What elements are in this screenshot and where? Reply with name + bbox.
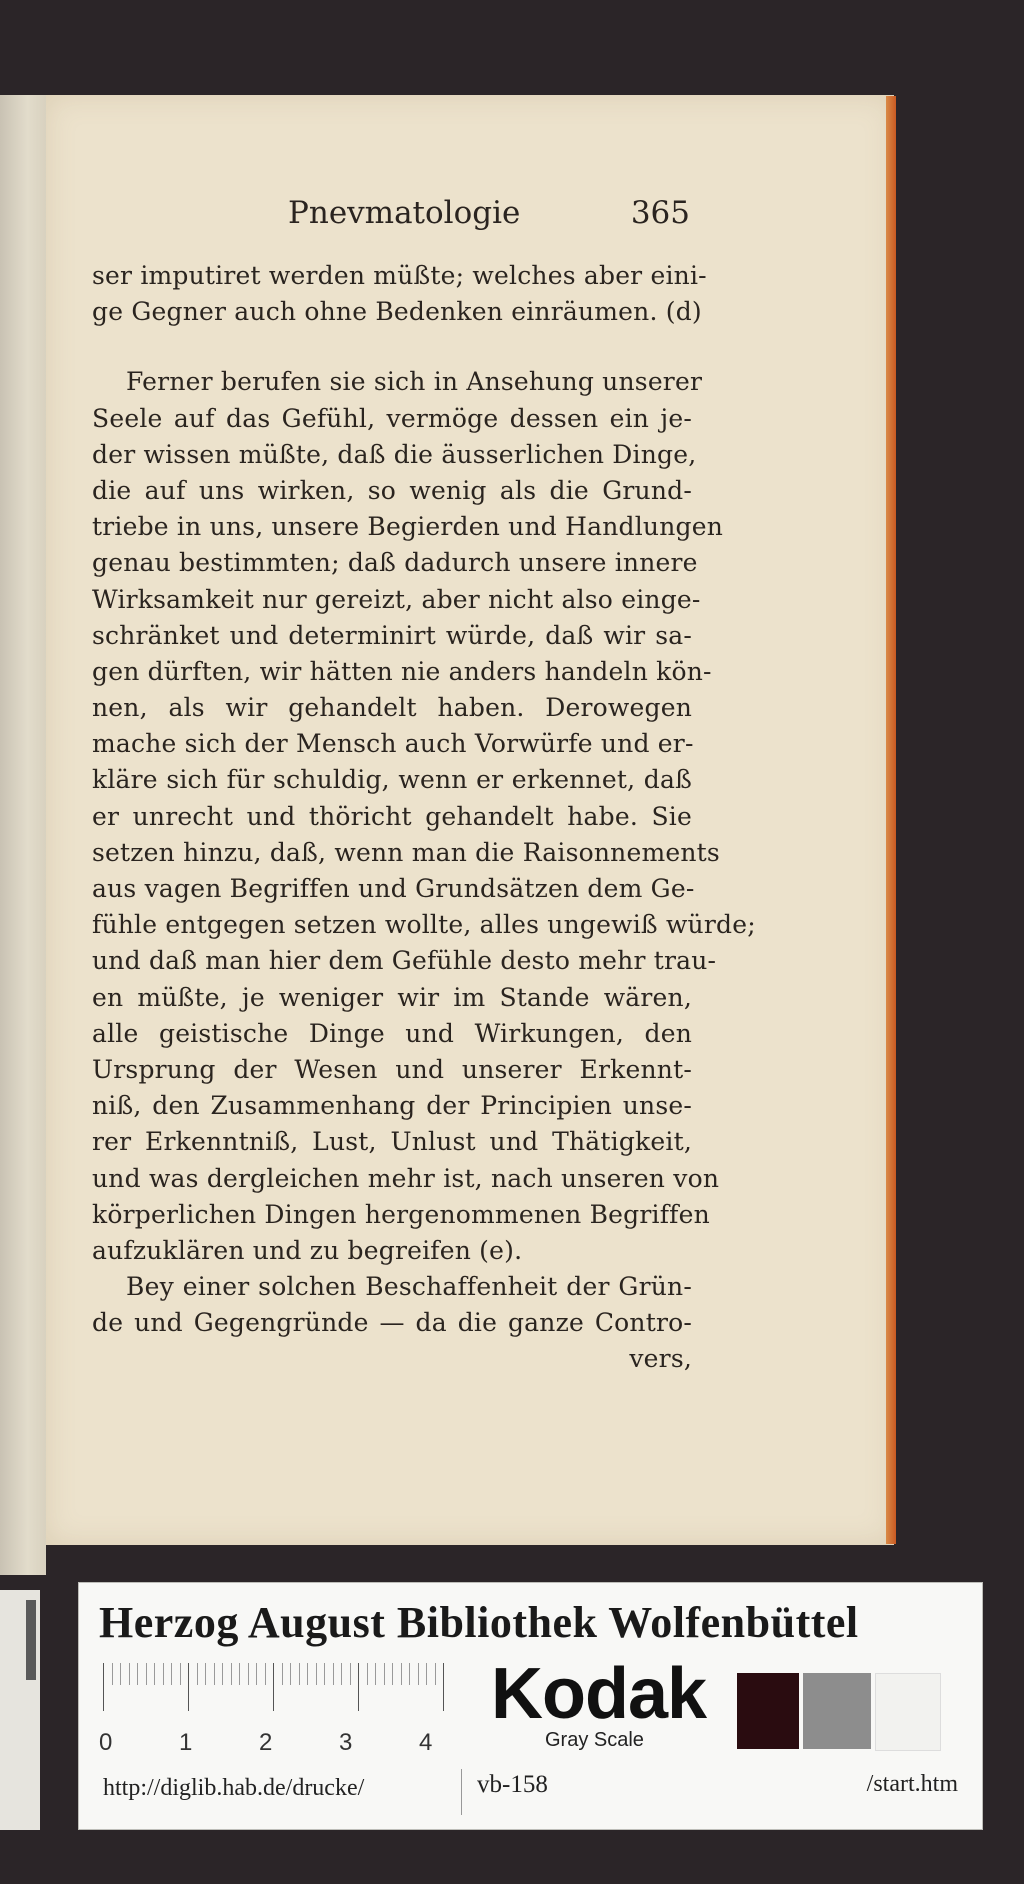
ruler-tick (120, 1663, 121, 1685)
facing-page-edge (0, 95, 46, 1575)
text-line: Ursprung der Wesen und unserer Erkennt- (92, 1054, 692, 1084)
text-line: schränket und determinirt würde, daß wir sa- (92, 620, 692, 650)
ruler-tick (341, 1663, 342, 1685)
ruler-tick (307, 1663, 308, 1685)
gray-scale-label: Gray Scale (545, 1729, 644, 1751)
text-line: aufzuklären und zu begreifen (e). (92, 1235, 523, 1265)
page-fore-edge (886, 96, 896, 1544)
text-line: Seele auf das Gefühl, vermöge dessen ein je- (92, 403, 692, 433)
catchword: vers, (629, 1344, 692, 1374)
text-line: körperlichen Dingen hergenommenen Begriffen (92, 1199, 710, 1229)
body-text (92, 258, 756, 1378)
url-divider (461, 1769, 462, 1815)
text-line: triebe in uns, unsere Begierden und Handlungen (92, 512, 724, 542)
text-line: Wirksamkeit nur gereizt, aber nicht also einge- (92, 584, 701, 614)
text-line: nen, als wir gehandelt haben. Derowegen (92, 693, 692, 723)
text-line: setzen hinzu, daß, wenn man die Raisonnements (92, 837, 720, 867)
ruler-tick (333, 1663, 334, 1685)
text-line: er unrecht und thöricht gehandelt habe. Sie (92, 801, 692, 831)
ruler-tick (367, 1663, 368, 1685)
paragraph-gap (92, 330, 692, 364)
dark-swatch (737, 1673, 799, 1749)
text-line: niß, den Zusammenhang der Principien unse- (92, 1091, 692, 1121)
ruler-tick (392, 1663, 393, 1685)
ruler-tick (205, 1663, 206, 1685)
white-swatch (875, 1673, 941, 1751)
ruler-tick (180, 1663, 181, 1685)
page-number: 365 (630, 195, 690, 231)
ruler-tick (154, 1663, 155, 1685)
text-line: Bey einer solchen Beschaffenheit der Grün- (126, 1272, 692, 1302)
text-line: aus vagen Begriffen und Grundsätzen dem Ge- (92, 874, 695, 903)
text-line: gen dürften, wir hätten nie anders handeln kön- (92, 656, 712, 686)
ruler-tick (273, 1663, 274, 1711)
text-line: alle geistische Dinge und Wirkungen, den (92, 1018, 692, 1048)
mid-gray-swatch (803, 1673, 871, 1749)
ruler-tick (265, 1663, 266, 1685)
ruler-tick (435, 1663, 436, 1685)
ruler-label: 2 (259, 1729, 273, 1756)
ruler-tick (443, 1663, 444, 1711)
ruler-tick (290, 1663, 291, 1685)
ruler-tick (384, 1663, 385, 1685)
text-line: kläre sich für schuldig, wenn er erkennet, daß (92, 765, 692, 795)
running-head (244, 195, 714, 235)
text-line: de und Gegengründe — da die ganze Contro- (92, 1308, 692, 1338)
ruler-tick (137, 1663, 138, 1685)
color-target-card (78, 1582, 983, 1830)
text-line: ge Gegner auch ohne Bedenken einräumen. (d) (92, 297, 702, 327)
ruler-tick (239, 1663, 240, 1685)
facing-page-strip (26, 1600, 36, 1680)
ruler-tick (222, 1663, 223, 1685)
text-line: mache sich der Mensch auch Vorwürfe und er- (92, 729, 694, 759)
ruler-tick (103, 1663, 104, 1711)
text-line: und was dergleichen mehr ist, nach unseren von (92, 1163, 720, 1193)
text-line: Ferner berufen sie sich in Ansehung unserer (126, 367, 703, 397)
text-line: der wissen müßte, daß die äusserlichen Dinge, (92, 439, 697, 469)
ruler-tick (171, 1663, 172, 1685)
url-prefix: http://diglib.hab.de/drucke/ (103, 1775, 365, 1801)
ruler-tick (248, 1663, 249, 1685)
text-line: die auf uns wirken, so wenig als die Grund- (92, 475, 692, 505)
ruler-tick (324, 1663, 325, 1685)
ruler-tick (409, 1663, 410, 1685)
ruler-tick (146, 1663, 147, 1685)
ruler-tick (282, 1663, 283, 1685)
ruler-label: 1 (179, 1729, 193, 1756)
ruler-tick (418, 1663, 419, 1685)
ruler-tick (358, 1663, 359, 1711)
ruler-tick (112, 1663, 113, 1685)
ruler-tick (188, 1663, 189, 1711)
ruler-tick (214, 1663, 215, 1685)
ruler-tick (299, 1663, 300, 1685)
text-line: en müßte, je weniger wir im Stande wären, (92, 982, 692, 1012)
ruler-tick (401, 1663, 402, 1685)
kodak-logo: Kodak (491, 1654, 707, 1734)
running-title: Pnevmatologie (288, 195, 521, 231)
ruler-tick (426, 1663, 427, 1685)
ruler-tick (350, 1663, 351, 1685)
text-line: rer Erkenntniß, Lust, Unlust und Thätigkeit, (92, 1127, 692, 1157)
ruler-tick (316, 1663, 317, 1685)
ruler-label: 4 (419, 1729, 433, 1756)
ruler-label: 0 (99, 1729, 113, 1756)
ruler-tick (197, 1663, 198, 1685)
text-line: ser imputiret werden müßte; welches aber eini- (92, 261, 707, 290)
text-line: genau bestimmten; daß dadurch unsere innere (92, 548, 698, 578)
ruler-tick (231, 1663, 232, 1685)
ruler-tick (129, 1663, 130, 1685)
ruler-tick (375, 1663, 376, 1685)
ruler-labels (99, 1729, 459, 1759)
ruler-tick (163, 1663, 164, 1685)
facing-page-lower-edge (0, 1590, 40, 1830)
text-line: fühle entgegen setzen wollte, alles ungewiß würde; (92, 910, 756, 940)
ruler-label: 3 (339, 1729, 353, 1756)
scale-ruler (103, 1663, 463, 1711)
text-line: und daß man hier dem Gefühle desto mehr trau- (92, 946, 717, 976)
ruler-tick (256, 1663, 257, 1685)
library-name: Herzog August Bibliothek Wolfenbüttel (99, 1598, 859, 1647)
url-suffix: /start.htm (866, 1771, 958, 1797)
shelfmark: vb-158 (477, 1771, 548, 1798)
